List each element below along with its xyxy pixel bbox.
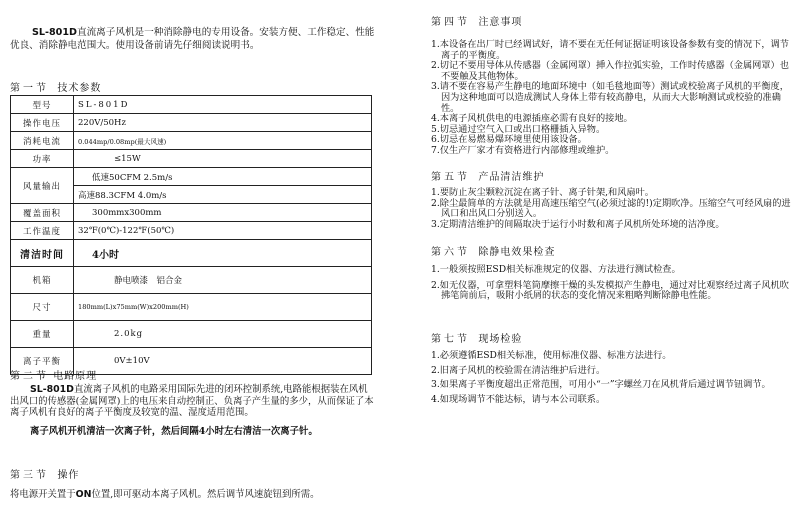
section2-title [10,367,97,382]
spec-key: 型号 [11,96,74,114]
section5-heading: 产品清洁维护 [478,172,545,183]
spec-key: 重量 [11,321,74,348]
intro-model: SL-801D [32,27,77,38]
spec-value: 高速88.3CFM 4.0m/s [74,186,372,204]
spec-value: 0V±10V [74,348,372,375]
section6-title [431,243,555,258]
list-item: 3.请不要在容易产生静电的地面环境中（如毛毯地面等）测试或校验离子风机的平衡度，因为这种地面可以造成测试人身体上带有较高静电，从而大大影响测试或校验的准确性。 [431,81,789,114]
section3-heading: 操作 [57,470,80,481]
spec-key: 机箱 [11,267,74,294]
section7-list [431,351,793,405]
spec-value: 4小时 [74,240,372,267]
spec-value: 32℉(0℃)-122℉(50℃) [74,222,372,240]
table-row [11,168,372,186]
section5-num: 第五节 [431,172,470,183]
spec-value: 0.044mp/0.08mp(最大风速) [74,132,372,150]
spec-value: ≤15W [74,150,372,168]
section3-num: 第三节 [10,470,49,481]
table-row [11,321,372,348]
section3-on: ON [75,489,92,500]
spec-value: 180mm(L)x75mm(W)x200mm(H) [74,294,372,321]
section3-post: 位置,即可驱动本离子风机。然后调节风速旋钮到所需。 [91,489,320,500]
table-row [11,114,372,132]
table-row [11,240,372,267]
section2-model: SL-801D [30,384,74,395]
list-item: 2.如无仪器，可拿塑料笔筒摩擦干燥的头发模拟产生静电，通过对比观察经过离子风机吹拂笔筒前后，吸附小纸屑的状态的变化情况来粗略判断除静电性能。 [431,279,789,302]
spec-key: 功率 [11,150,74,168]
section1-num: 第一节 [10,83,49,94]
list-item: 3.如果离子平衡度超出正常范围，可用小“一”字螺丝刀在风机背后通过调节钮调节。 [431,379,771,391]
section2-paragraph: 直流离子风机的电路采用国际先进的闭环控制系统,电路能根据装在风机出风口的传感器(金属网罩)上的电压来自动控制正、负离子产生量的多少，从而保证了本离子风机有良好的离子平衡度及较宽的温、湿度适用范围。 [10,384,374,418]
list-item: 7.仅生产厂家才有资格进行内部修理或维护。 [431,144,615,156]
spec-table [10,95,372,375]
section7-num: 第七节 [431,334,470,345]
list-item: 1.本设备在出厂时已经调试好，请不要在无任何证据证明该设备参数有变的情况下，调节离子的平衡度。 [431,39,789,61]
list-item: 3.定期清洁维护的间隔取决于运行小时数和离子风机所处环境的洁净度。 [431,218,725,230]
table-row [11,267,372,294]
intro-text: 直流离子风机是一种消除静电的专用设备。安装方便、工作稳定、性能优良、消除静电范围大。使用设备前请先仔细阅读说明书。 [10,27,375,51]
section3-pre: 将电源开关置于 [10,489,76,500]
section1-title [10,79,101,94]
section6-num: 第六节 [431,247,470,258]
section3-body [10,489,380,501]
list-item: 2.切记不要用导体从传感器（金属网罩）挿入作拉弧实验，工作时传感器（金属网罩）也不要触及其他物体。 [431,60,789,82]
list-item: 1.一般须按照ESD相关标准规定的仪器、方法进行测试检查。 [431,264,681,275]
section6-list [431,265,793,302]
list-item: 4.如现场调节不能达标，请与本公司联系。 [431,393,606,405]
section2-num: 第二节 [10,371,49,382]
spec-key: 风量输出 [11,168,74,204]
spec-value: SL-801D [74,96,372,114]
spec-key: 工作温度 [11,222,74,240]
section4-title [431,13,522,28]
spec-value: 220V/50Hz [74,114,372,132]
spec-key: 尺寸 [11,294,74,321]
list-item: 6.切忌在易燃易爆环境里使用该设备。 [431,134,587,146]
section2-note: 离子风机开机清洁一次离子针，然后间隔4小时左右清洁一次离子针。 [30,425,318,437]
section5-title [431,168,544,183]
spec-key: 覆盖面积 [11,204,74,222]
section3-title [10,466,79,481]
spec-value: 低速50CFM 2.5m/s [74,168,372,186]
spec-key: 消耗电流 [11,132,74,150]
spec-value: 静电喷漆 铝合金 [74,267,372,294]
spec-key: 操作电压 [11,114,74,132]
section1-heading: 技术参数 [57,83,102,94]
table-row [11,150,372,168]
table-row [11,294,372,321]
list-item: 1.要防止灰尘颗粒沉淀在离子针、离子针架,和风扇叶。 [431,187,654,198]
spec-value: 2.0kg [74,321,372,348]
section5-list [431,188,793,230]
section4-list [431,40,793,157]
table-row [11,96,372,114]
table-row [11,222,372,240]
section2-body [10,384,376,437]
section7-title [431,330,522,345]
list-item: 1.必须遵循ESD相关标准，使用标准仪器、标准方法进行。 [431,350,672,361]
spec-value: 300mmx300mm [74,204,372,222]
section4-num: 第四节 [431,17,470,28]
spec-key: 清洁时间 [11,240,74,267]
list-item: 5.切忌通过空气入口或出口格栅插入异物。 [431,123,606,135]
list-item: 2.旧离子风机的校验需在清洁维护后进行。 [431,364,606,376]
list-item: 4.本离子风机供电的电源插座必需有良好的接地。 [431,113,633,125]
spec-key: 离子平衡 [11,348,74,375]
section4-heading: 注意事项 [478,17,523,28]
table-row [11,132,372,150]
section7-heading: 现场检验 [478,334,523,345]
table-row [11,204,372,222]
section6-heading: 除静电效果检查 [478,247,556,258]
intro [10,27,380,52]
section2-heading: 电路原理 [53,371,98,382]
list-item: 2.除尘最简单的方法就是用高速压缩空气(必须过滤的!)定期吹净。压缩空气可经风扇的进风口和出风口分别送入。 [431,197,791,220]
